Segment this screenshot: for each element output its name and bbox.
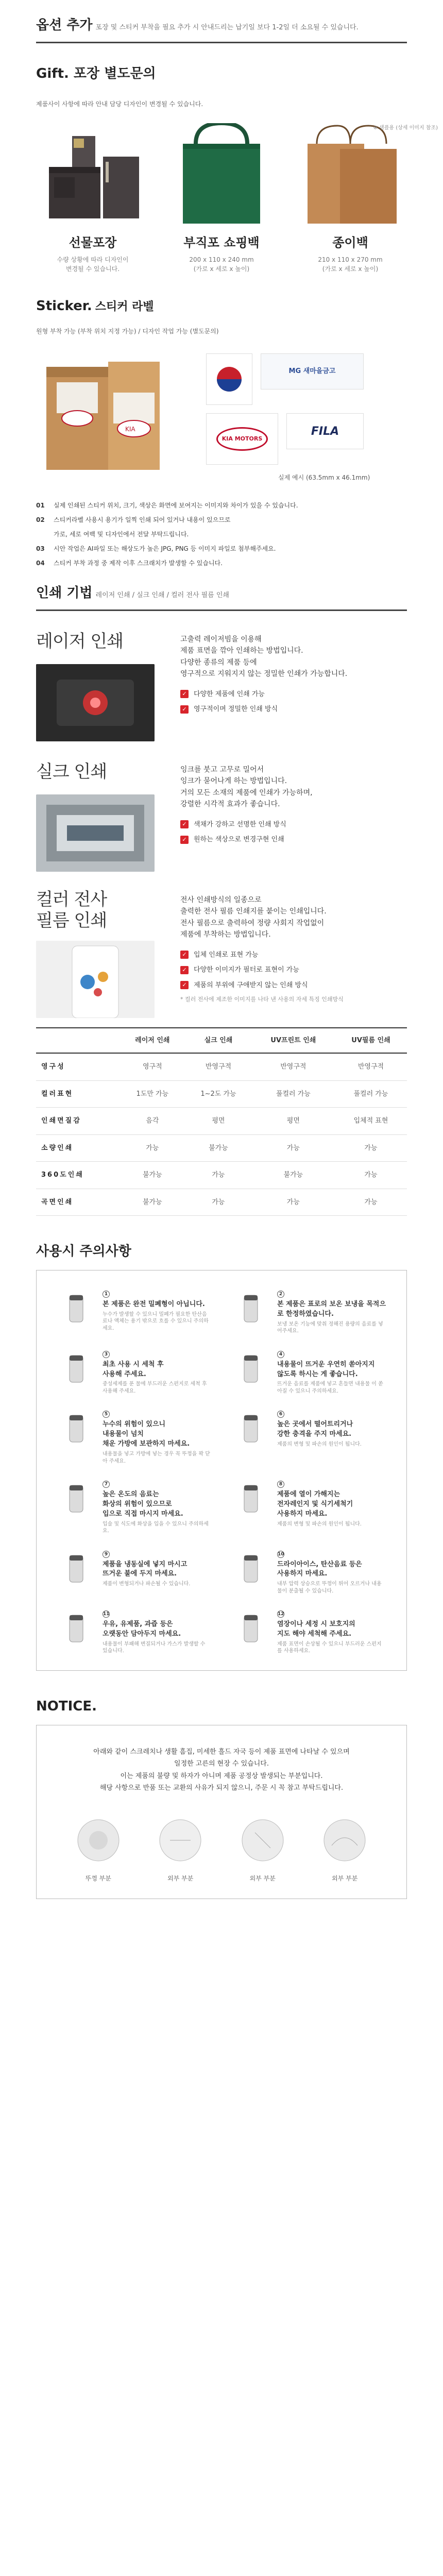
kia-sticker-text: KIA MOTORS bbox=[216, 427, 268, 451]
sticker-note bbox=[36, 544, 407, 553]
caution-text bbox=[103, 1349, 211, 1395]
check-icon: ✓ bbox=[180, 951, 189, 959]
method-right bbox=[180, 759, 407, 872]
caution-item-note: 내부 압력 상승으로 뚜껑이 튀어 오르거나 내용물이 분출될 수 있습니다. bbox=[277, 1581, 382, 1594]
sticker-label-row-2 bbox=[206, 413, 407, 465]
method-bullet bbox=[180, 820, 407, 830]
printing-rule bbox=[36, 609, 407, 611]
fila-sticker bbox=[286, 413, 364, 449]
caution-item-note: 보냉 보온 기능에 맞춰 정해진 용량의 음료를 넣어주세요. bbox=[277, 1321, 383, 1334]
table-header bbox=[36, 1028, 120, 1054]
sticker-label-samples bbox=[206, 346, 407, 490]
tumbler-label: 외부 부분 bbox=[249, 1875, 276, 1883]
bullet-text: 원하는 색상으로 변경구현 인쇄 bbox=[194, 836, 284, 844]
caution-illustration-icon bbox=[57, 1479, 95, 1517]
caution-item bbox=[57, 1479, 211, 1535]
sticker-note bbox=[36, 515, 407, 524]
caution-text bbox=[277, 1609, 386, 1655]
printing-desc: 레이저 인쇄 / 실크 인쇄 / 컬러 전사 필름 인쇄 bbox=[95, 591, 229, 599]
silk-print-image bbox=[36, 794, 155, 872]
table-cell: 불가능 bbox=[252, 1162, 335, 1189]
option-desc: 포장 및 스티커 부착을 필요 추가 시 안내드리는 납기일 보다 1-2일 더 소요될 수 있습니다. bbox=[95, 24, 359, 31]
caution-number: 1 bbox=[103, 1291, 110, 1298]
sticker-title-en: Sticker. bbox=[36, 298, 92, 314]
method-left bbox=[36, 759, 165, 872]
tumbler-item bbox=[70, 1809, 127, 1883]
gift-title: Gift. 포장 별도문의 bbox=[36, 66, 156, 81]
caution-illustration-icon bbox=[57, 1289, 95, 1327]
caution-text bbox=[103, 1289, 211, 1335]
table-cell: 입체적 표현 bbox=[335, 1108, 407, 1135]
note-text: 실제 인쇄된 스티커 위치, 크기, 색상은 화면에 보여지는 이미지와 차이가 있을 수 있습니다. bbox=[54, 502, 298, 509]
caution-number: 9 bbox=[103, 1551, 110, 1558]
tumbler-row bbox=[57, 1809, 386, 1883]
paper-bag-note: ※ 샘플용 (상세 이미지 참조) bbox=[373, 125, 438, 131]
method-transfer bbox=[36, 889, 407, 1018]
bullet-text: 다양한 제품에 인쇄 가능 bbox=[194, 690, 265, 698]
caution-item bbox=[57, 1549, 211, 1595]
svg-text:KIA: KIA bbox=[125, 426, 135, 433]
table-cell: 1도만 가능 bbox=[120, 1080, 185, 1108]
caution-item-title: 내용물이 뜨거운 우연히 쏟아지지 않도록 하시는 게 좋습니다. bbox=[277, 1360, 375, 1378]
table-row bbox=[36, 1080, 407, 1108]
note-num: 04 bbox=[36, 560, 45, 567]
caution-number: 6 bbox=[277, 1411, 284, 1418]
table-header: UV필름 인쇄 bbox=[335, 1028, 407, 1054]
method-bullets bbox=[180, 689, 407, 715]
caution-item-title: 제품에 열이 가해지는 전자레인지 및 식기세척기 사용하지 마세요. bbox=[277, 1490, 353, 1518]
table-cell: 가능 bbox=[252, 1189, 335, 1216]
caution-item-note: 제품이 변형되거나 파손될 수 있습니다. bbox=[103, 1581, 191, 1587]
bullet-text: 입체 인쇄로 표현 가능 bbox=[194, 951, 259, 959]
caution-text bbox=[103, 1549, 190, 1595]
option-rule bbox=[36, 42, 407, 43]
method-bullet bbox=[180, 950, 407, 960]
caution-item-note: 뜨거운 음료를 제품에 넣고 흔들면 내용물 이 쏟아질 수 있으니 주의하세요. bbox=[277, 1381, 383, 1394]
notice-section bbox=[0, 1697, 443, 1900]
caution-number: 10 bbox=[278, 1551, 284, 1557]
method-title: 컬러 전사 필름 인쇄 bbox=[36, 889, 107, 931]
caution-item bbox=[57, 1349, 211, 1395]
caution-item bbox=[232, 1609, 386, 1655]
caution-number: 8 bbox=[277, 1481, 284, 1488]
caution-item-title: 본 제품은 표로의 보온 보냉을 목적으로 한정하였습니다. bbox=[277, 1300, 386, 1318]
note-text: 스티커 부착 과정 중 제작 이후 스크래치가 발생할 수 있습니다. bbox=[54, 560, 223, 567]
table-cell: 가능 bbox=[185, 1162, 252, 1189]
table-cell: 영구적 bbox=[120, 1053, 185, 1080]
sticker-desc: 원형 부착 가능 (부착 위치 지정 가능) / 디자인 작업 가능 (별도문의) bbox=[36, 328, 219, 335]
caution-number: 3 bbox=[103, 1351, 110, 1358]
sticker-label-row bbox=[206, 353, 407, 405]
caution-illustration-icon bbox=[232, 1289, 270, 1327]
table-cell: 1~2도 가능 bbox=[185, 1080, 252, 1108]
table-cell: 반영구적 bbox=[185, 1053, 252, 1080]
notice-text: 아래와 같이 스크레치나 생활 흠집, 미세한 흘드 자국 등이 제품 표면에 나타날 수 있으며 일정한 고른의 현장 수 있습니다. 이는 제품의 불량 및 하자가 아니며 제품 공정상 발생되는 부분입니다. 해당 사항으로 반품 또는 교환의 사유가 되지 않으니, 주문 시 꼭 참고 부탁드립니다. bbox=[93, 1748, 350, 1792]
method-left bbox=[36, 629, 165, 741]
table-cell: 평면 bbox=[252, 1108, 335, 1135]
laser-print-image bbox=[36, 664, 155, 741]
tumbler-label: 외부 부분 bbox=[332, 1875, 358, 1883]
note-num bbox=[36, 530, 46, 539]
option-title bbox=[36, 15, 407, 36]
table-cell: 평면 bbox=[185, 1108, 252, 1135]
caution-item-note: 제품 표면이 손상될 수 있으니 부드러운 스펀지를 사용하세요. bbox=[277, 1641, 382, 1654]
row-header: 360도인쇄 bbox=[36, 1162, 120, 1189]
kia-sticker bbox=[206, 413, 278, 465]
gift-desc: 제품사이 사항에 따라 안내 담당 디자인이 변경될 수 있습니다. bbox=[36, 100, 203, 108]
table-header: 레이저 인쇄 bbox=[120, 1028, 185, 1054]
gift-box-image bbox=[41, 123, 144, 226]
caution-item-title: 우유, 유제품, 과즙 등은 오랫동안 담아두지 마세요. bbox=[103, 1620, 181, 1638]
option-section bbox=[0, 0, 443, 43]
notice-title-text: NOTICE. bbox=[36, 1698, 97, 1714]
sticker-notes bbox=[36, 501, 407, 568]
mg-bank-sticker bbox=[261, 353, 364, 389]
caution-text bbox=[277, 1409, 362, 1465]
caution-item bbox=[57, 1289, 211, 1335]
mg-bank-sticker-text: MG 새마을금고 bbox=[288, 367, 336, 376]
gift-item-name: 종이백 bbox=[332, 235, 368, 250]
table-cell: 가능 bbox=[120, 1134, 185, 1162]
sticker-note bbox=[36, 558, 407, 568]
caution-item-note: 입술 및 식도에 화상을 입을 수 있으니 주의하세요. bbox=[103, 1521, 209, 1534]
table-cell: 가능 bbox=[185, 1189, 252, 1216]
caution-item bbox=[232, 1549, 386, 1595]
bullet-text: 영구적이며 정밀한 인쇄 방식 bbox=[194, 705, 278, 714]
caution-item-note: 제품의 변형 및 파손의 원인이 됩니다. bbox=[277, 1442, 362, 1448]
notice-box bbox=[36, 1725, 407, 1900]
table-cell: 가능 bbox=[335, 1189, 407, 1216]
sticker-title-kr: 스티커 라벨 bbox=[95, 300, 154, 313]
table-row bbox=[36, 1162, 407, 1189]
caution-section bbox=[0, 1242, 443, 1671]
caution-number: 5 bbox=[103, 1411, 110, 1418]
caution-illustration-icon bbox=[57, 1349, 95, 1387]
caution-title-text: 사용시 주의사항 bbox=[36, 1244, 131, 1260]
caution-item bbox=[232, 1349, 386, 1395]
method-bullet bbox=[180, 835, 407, 845]
transfer-note: * 컬러 전사에 제조한 이미지를 나타 낸 사용의 자세 특징 인쇄방식 bbox=[180, 996, 344, 1003]
tumbler-label: 뚜껑 부분 bbox=[85, 1875, 111, 1883]
table-cell: 불가능 bbox=[185, 1134, 252, 1162]
table-cell: 반영구적 bbox=[335, 1053, 407, 1080]
table-cell: 가능 bbox=[252, 1134, 335, 1162]
note-text: 스티커라벨 사용시 용기가 일찍 인쇄 되어 있거나 내용이 있으므로 bbox=[54, 516, 231, 523]
caution-item-title: 최초 사용 시 세척 후 사용해 주세요. bbox=[103, 1360, 164, 1378]
sticker-note bbox=[36, 501, 407, 510]
sticker-box-image bbox=[36, 346, 191, 490]
sticker-note bbox=[36, 530, 407, 539]
caution-item-title: 제품을 냉동실에 넣지 마시고 뜨거운 불에 두지 마세요. bbox=[103, 1560, 188, 1578]
bullet-text: 색채가 강하고 선명한 인쇄 방식 bbox=[194, 820, 286, 828]
row-header: 소량인쇄 bbox=[36, 1134, 120, 1162]
method-title: 레이저 인쇄 bbox=[36, 631, 124, 652]
method-bullets bbox=[180, 820, 407, 845]
caution-item bbox=[57, 1609, 211, 1655]
row-header: 영구성 bbox=[36, 1053, 120, 1080]
note-text: 시안 작업은 AI파일 또는 해상도가 높은 JPG, PNG 등 이미지 파일로 첨부해주세요. bbox=[54, 545, 276, 552]
caution-item-note: 내용물이 부패해 변질되거나 가스가 발생할 수 있습니다. bbox=[103, 1641, 206, 1654]
caution-text bbox=[103, 1479, 211, 1535]
gift-item-nonwoven-bag bbox=[170, 123, 273, 274]
korea-emblem-sticker bbox=[206, 353, 252, 405]
paper-bag-image bbox=[299, 123, 438, 226]
caution-grid bbox=[57, 1289, 386, 1655]
transfer-print-image bbox=[36, 941, 155, 1018]
option-title-text: 옵션 추가 bbox=[36, 18, 93, 33]
bullet-text: 다양한 이미지가 필터로 표현이 가능 bbox=[194, 966, 299, 974]
sticker-examples bbox=[36, 346, 407, 490]
caution-illustration-icon bbox=[232, 1609, 270, 1647]
method-right bbox=[180, 889, 407, 1018]
caution-item-note: 중성세제를 푼 물에 부드러운 스펀지로 세척 후 사용해 주세요. bbox=[103, 1381, 207, 1394]
caution-illustration-icon bbox=[57, 1409, 95, 1447]
caution-item bbox=[232, 1289, 386, 1335]
method-title: 실크 인쇄 bbox=[36, 761, 107, 782]
method-laser bbox=[36, 629, 407, 741]
table-header: UV프린트 인쇄 bbox=[252, 1028, 335, 1054]
caution-title bbox=[36, 1242, 407, 1262]
caution-item-title: 누수의 위험이 있으니 내용물이 넘치 채운 가방에 보관하지 마세요. bbox=[103, 1420, 190, 1448]
table-row bbox=[36, 1053, 407, 1080]
row-header: 컬러표현 bbox=[36, 1080, 120, 1108]
caution-illustration-icon bbox=[232, 1549, 270, 1587]
printing-compare-table bbox=[36, 1027, 407, 1216]
check-icon: ✓ bbox=[180, 966, 189, 974]
table-header-row bbox=[36, 1028, 407, 1054]
gift-item-desc: 200 x 110 x 240 mm (가로 x 세로 x 높이) bbox=[189, 256, 254, 273]
caution-number: 11 bbox=[103, 1612, 110, 1617]
caution-number: 2 bbox=[277, 1291, 284, 1298]
gift-item-name: 선물포장 bbox=[69, 235, 117, 250]
table-cell: 불가능 bbox=[120, 1162, 185, 1189]
check-icon: ✓ bbox=[180, 705, 189, 714]
gift-item-desc: 수량 상황에 따라 디자인이 변경될 수 있습니다. bbox=[57, 256, 129, 273]
table-cell: 풀컬러 가능 bbox=[335, 1080, 407, 1108]
caution-number: 4 bbox=[277, 1351, 284, 1358]
note-num: 02 bbox=[36, 516, 45, 523]
table-cell: 음각 bbox=[120, 1108, 185, 1135]
caution-text bbox=[103, 1409, 211, 1465]
gift-products bbox=[36, 123, 438, 274]
table-cell: 불가능 bbox=[120, 1189, 185, 1216]
tumbler-item bbox=[316, 1809, 373, 1883]
table-cell: 풀컬러 가능 bbox=[252, 1080, 335, 1108]
sticker-size-note: 실제 예시 (63.5mm x 46.1mm) bbox=[278, 474, 370, 481]
caution-text bbox=[103, 1609, 211, 1655]
note-text: 가로, 세로 여백 및 디자인에서 전달 부탁드립니다. bbox=[54, 531, 189, 538]
caution-illustration-icon bbox=[57, 1609, 95, 1647]
caution-item-title: 높은 온도의 음료는 화상의 위험이 있으므로 입으로 직접 마시지 마세요. bbox=[103, 1490, 183, 1518]
sticker-title bbox=[36, 296, 407, 316]
gift-item-name: 부직포 쇼핑백 bbox=[183, 235, 260, 250]
table-cell: 가능 bbox=[335, 1134, 407, 1162]
method-right bbox=[180, 629, 407, 741]
gift-item-box bbox=[41, 123, 144, 274]
caution-item-title: 본 제품은 완전 밀폐형이 아닙니다. bbox=[103, 1300, 205, 1309]
caution-number: 12 bbox=[278, 1612, 284, 1617]
row-header: 인쇄면질감 bbox=[36, 1108, 120, 1135]
caution-text bbox=[277, 1549, 386, 1595]
caution-item-note: 제품의 변형 및 파손의 원인이 됩니다. bbox=[277, 1521, 362, 1527]
tumbler-label: 외부 부분 bbox=[167, 1875, 194, 1883]
method-desc: 전사 인쇄방식의 일종으로 출력한 전사 필름 인쇄지를 붙이는 인쇄입니다. 전사 필름으로 출력하여 정량 사회지 작업없이 제품에 부착하는 방법입니다. bbox=[180, 896, 327, 939]
method-bullet bbox=[180, 980, 407, 991]
caution-illustration-icon bbox=[232, 1479, 270, 1517]
caution-item-title: 염장이나 세정 시 보호지의 지도 해야 세척해 주세요. bbox=[277, 1620, 355, 1638]
table-cell: 반영구적 bbox=[252, 1053, 335, 1080]
nonwoven-bag-image bbox=[170, 123, 273, 226]
table-row bbox=[36, 1134, 407, 1162]
caution-item-note: 누수가 발생할 수 있으니 밀폐가 필요한 탄산음료나 액체는 용기 밖으로 흐를 수 있으니 주의하세요. bbox=[103, 1311, 209, 1331]
caution-item-note: 내용물을 넣고 가방에 넣는 경우 꼭 뚜껑을 꽉 닫아 주세요. bbox=[103, 1451, 210, 1464]
caution-item-title: 높은 곳에서 떨어트리거나 강한 충격을 주지 마세요. bbox=[277, 1420, 353, 1438]
gift-item-desc: 210 x 110 x 270 mm (가로 x 세로 x 높이) bbox=[318, 256, 383, 273]
caution-item bbox=[232, 1479, 386, 1535]
method-bullets bbox=[180, 950, 407, 1004]
caution-illustration-icon bbox=[232, 1349, 270, 1387]
caution-number: 7 bbox=[103, 1481, 110, 1488]
check-icon: ✓ bbox=[180, 836, 189, 844]
check-icon: ✓ bbox=[180, 981, 189, 989]
method-silk bbox=[36, 759, 407, 872]
printing-section bbox=[0, 583, 443, 1216]
caution-item-title: 드라이아이스, 탄산음료 등은 사용하지 마세요. bbox=[277, 1560, 362, 1578]
table-cell: 가능 bbox=[335, 1162, 407, 1189]
caution-illustration-icon bbox=[57, 1549, 95, 1587]
check-icon: ✓ bbox=[180, 690, 189, 698]
caution-box bbox=[36, 1270, 407, 1671]
caution-item bbox=[232, 1409, 386, 1465]
method-desc: 고출력 레이저빔을 이용해 제품 표면을 깎아 인쇄하는 방법입니다. 다양한 종류의 제품 등에 영구적으로 지워지지 않는 정밀한 인쇄가 가능합니다. bbox=[180, 635, 348, 679]
caution-text bbox=[277, 1479, 362, 1535]
method-bullet bbox=[180, 965, 407, 975]
sticker-section bbox=[0, 296, 443, 568]
caution-text bbox=[277, 1289, 386, 1335]
gift-item-paper-bag bbox=[299, 123, 438, 274]
note-num: 01 bbox=[36, 502, 45, 509]
check-icon: ✓ bbox=[180, 820, 189, 828]
caution-text bbox=[277, 1349, 386, 1395]
table-row bbox=[36, 1189, 407, 1216]
tumbler-item bbox=[152, 1809, 209, 1883]
caution-item bbox=[57, 1409, 211, 1465]
bullet-text: 제품의 부위에 구애받지 않는 인쇄 방식 bbox=[194, 981, 308, 989]
printing-title-text: 인쇄 기법 bbox=[36, 585, 93, 601]
printing-title bbox=[36, 583, 407, 603]
method-left bbox=[36, 889, 165, 1018]
note-num: 03 bbox=[36, 545, 45, 552]
table-header: 실크 인쇄 bbox=[185, 1028, 252, 1054]
gift-section bbox=[0, 64, 443, 274]
table-row bbox=[36, 1108, 407, 1135]
method-bullet bbox=[180, 689, 407, 700]
caution-illustration-icon bbox=[232, 1409, 270, 1447]
notice-title bbox=[36, 1697, 407, 1717]
row-header: 곡면인쇄 bbox=[36, 1189, 120, 1216]
method-desc: 잉크를 붓고 고무로 밀어서 잉크가 묻어나게 하는 방법입니다. 거의 모든 소재의 제품에 인쇄가 가능하며, 강렬한 시각적 효과가 좋습니다. bbox=[180, 766, 313, 809]
fila-sticker-text: FILA bbox=[311, 425, 339, 438]
tumbler-item bbox=[234, 1809, 291, 1883]
method-bullet bbox=[180, 704, 407, 715]
